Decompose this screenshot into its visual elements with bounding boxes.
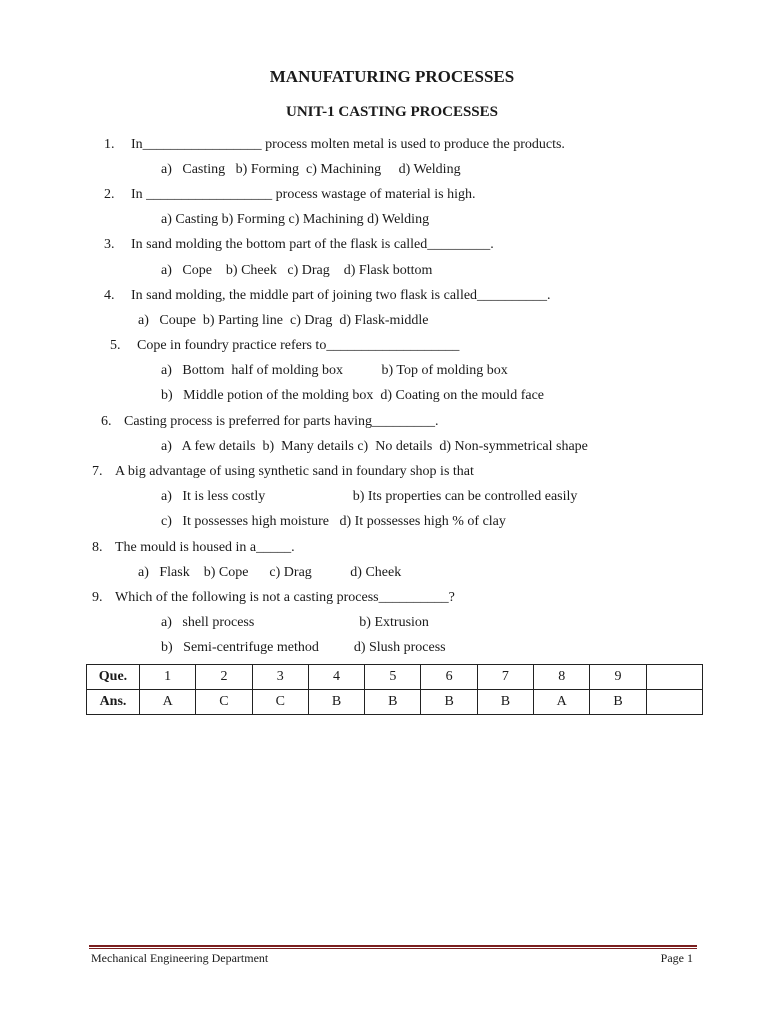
question-number: 4.: [104, 288, 115, 303]
question-options: a) shell process b) Extrusion: [161, 615, 429, 630]
question-options: b) Middle potion of the molding box d) Coating on the mould face: [161, 388, 544, 403]
document-title: MANUFATURING PROCESSES: [269, 67, 515, 86]
question-number: 5.: [110, 338, 121, 353]
table-cell: B: [590, 690, 646, 715]
table-header-ans: Ans.: [87, 690, 140, 715]
table-cell: C: [252, 690, 308, 715]
footer-divider-thin: [89, 948, 697, 949]
question-number: 6.: [101, 414, 112, 429]
question-options: a) Casting b) Forming c) Machining d) Welding: [161, 162, 461, 177]
question-number: 3.: [104, 237, 115, 252]
table-header-que: Que.: [87, 665, 140, 690]
footer-divider: [89, 945, 697, 947]
question-text: A big advantage of using synthetic sand in foundary shop is that: [115, 464, 474, 479]
question-options: a) Flask b) Cope c) Drag d) Cheek: [138, 565, 402, 580]
footer-page-number: Page 1: [660, 951, 693, 965]
question-options: a) Bottom half of molding box b) Top of molding box: [161, 363, 508, 378]
question-options: c) It possesses high moisture d) It possesses high % of clay: [161, 514, 506, 529]
question-text: In sand molding, the middle part of joining two flask is called__________.: [131, 288, 551, 303]
table-cell: B: [477, 690, 533, 715]
answer-key-table: [86, 664, 703, 715]
question-text: Which of the following is not a casting process__________?: [115, 590, 455, 605]
table-cell: 2: [196, 665, 252, 690]
table-cell: B: [308, 690, 364, 715]
question-options: a) Coupe b) Parting line c) Drag d) Flask-middle: [138, 313, 429, 328]
table-cell: [646, 665, 702, 690]
question-number: 8.: [92, 540, 103, 555]
table-cell: 5: [365, 665, 421, 690]
question-text: Casting process is preferred for parts having_________.: [124, 414, 439, 429]
table-cell: 9: [590, 665, 646, 690]
table-cell: A: [534, 690, 590, 715]
question-number: 1.: [104, 137, 115, 152]
question-number: 7.: [92, 464, 103, 479]
table-cell: 6: [421, 665, 477, 690]
table-cell: B: [365, 690, 421, 715]
table-cell: 3: [252, 665, 308, 690]
question-options: b) Semi-centrifuge method d) Slush process: [161, 640, 446, 655]
question-options: a) It is less costly b) Its properties can be controlled easily: [161, 489, 578, 504]
unit-subtitle: UNIT-1 CASTING PROCESSES: [285, 104, 498, 120]
table-cell: [646, 690, 702, 715]
question-options: a) Cope b) Cheek c) Drag d) Flask bottom: [161, 263, 433, 278]
table-cell: C: [196, 690, 252, 715]
table-cell: A: [140, 690, 196, 715]
table-cell: 1: [140, 665, 196, 690]
question-options: a) A few details b) Many details c) No details d) Non-symmetrical shape: [161, 439, 588, 454]
footer-department: Mechanical Engineering Department: [91, 951, 269, 965]
question-text: In __________________ process wastage of material is high.: [131, 187, 476, 202]
question-number: 2.: [104, 187, 115, 202]
table-row-answers: [87, 690, 703, 715]
table-cell: 4: [308, 665, 364, 690]
question-number: 9.: [92, 590, 103, 605]
question-text: In sand molding the bottom part of the flask is called_________.: [131, 237, 494, 252]
table-row-questions: [87, 665, 703, 690]
question-text: The mould is housed in a_____.: [115, 540, 295, 555]
question-text: In_________________ process molten metal is used to produce the products.: [131, 137, 565, 152]
question-text: Cope in foundry practice refers to___________________: [137, 338, 460, 353]
table-cell: B: [421, 690, 477, 715]
table-cell: 7: [477, 665, 533, 690]
question-options: a) Casting b) Forming c) Machining d) Welding: [161, 212, 430, 227]
table-cell: 8: [534, 665, 590, 690]
